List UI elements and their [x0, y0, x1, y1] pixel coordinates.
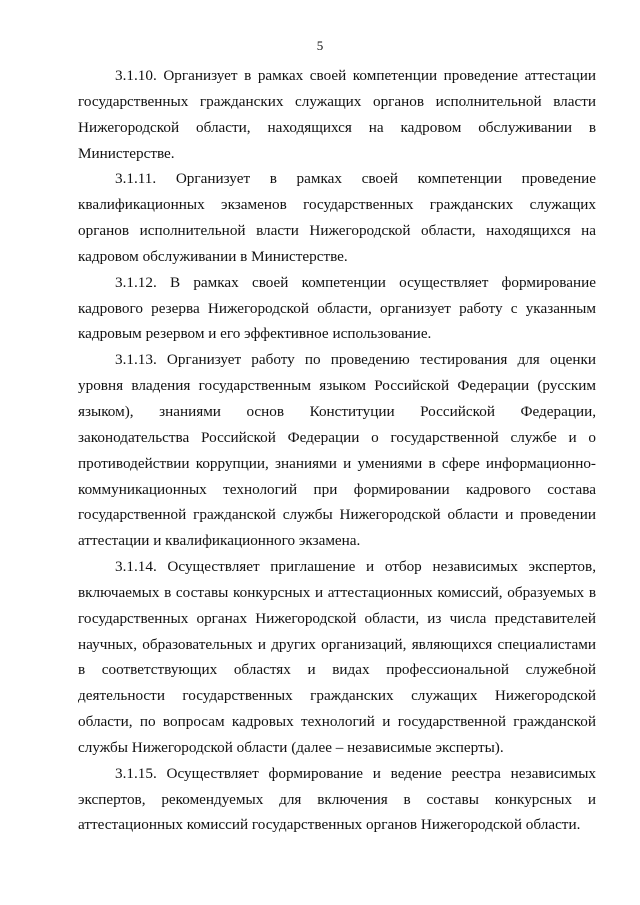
paragraph-3-1-11: 3.1.11. Организует в рамках своей компетенции проведение квалификационных экзаменов государственных гражданских служащих органов исполнительной власти Нижегородской области, находящихся на кадровом обслуживании в Министерстве. — [78, 170, 596, 265]
document-body — [78, 63, 596, 838]
paragraph-3-1-13: 3.1.13. Организует работу по проведению тестирования для оценки уровня владения государственным языком Российской Федерации (русским языком), знаниями основ Конституции Российской Федерации, законодательства Российской Федерации о государственной службе и о противодействии коррупции, знаниями и умениями в сфере информационно-коммуникационных технологий при формировании кадрового состава государственной гражданской службы Нижегородской области и проведении аттестации и квалификационного экзамена. — [78, 351, 596, 550]
paragraph-3-1-14: 3.1.14. Осуществляет приглашение и отбор независимых экспертов, включаемых в составы конкурсных и аттестационных комиссий, образуемых в государственных органах Нижегородской области, из числа представителей научных, образовательных и других организаций, являющихся специалистами в соответствующих областях и видах профессиональной служебной деятельности государственных гражданских служащих Нижегородской области, по вопросам кадровых технологий и государственной гражданской службы Нижегородской области (далее – независимые эксперты). — [78, 558, 596, 756]
paragraph-3-1-10: 3.1.10. Организует в рамках своей компетенции проведение аттестации государственных гражданских служащих органов исполнительной власти Нижегородской области, находящихся на кадровом обслуживании в Министерстве. — [78, 67, 596, 162]
paragraph-3-1-12: 3.1.12. В рамках своей компетенции осуществляет формирование кадрового резерва Нижегородской области, организует работу с указанным кадровым резервом и его эффективное использование. — [78, 273, 596, 343]
page-number: 5 — [316, 38, 324, 53]
paragraph-3-1-15: 3.1.15. Осуществляет формирование и ведение реестра независимых экспертов, рекомендуемых для включения в составы конкурсных и аттестационных комиссий государственных органов Нижегородской области. — [78, 764, 596, 834]
